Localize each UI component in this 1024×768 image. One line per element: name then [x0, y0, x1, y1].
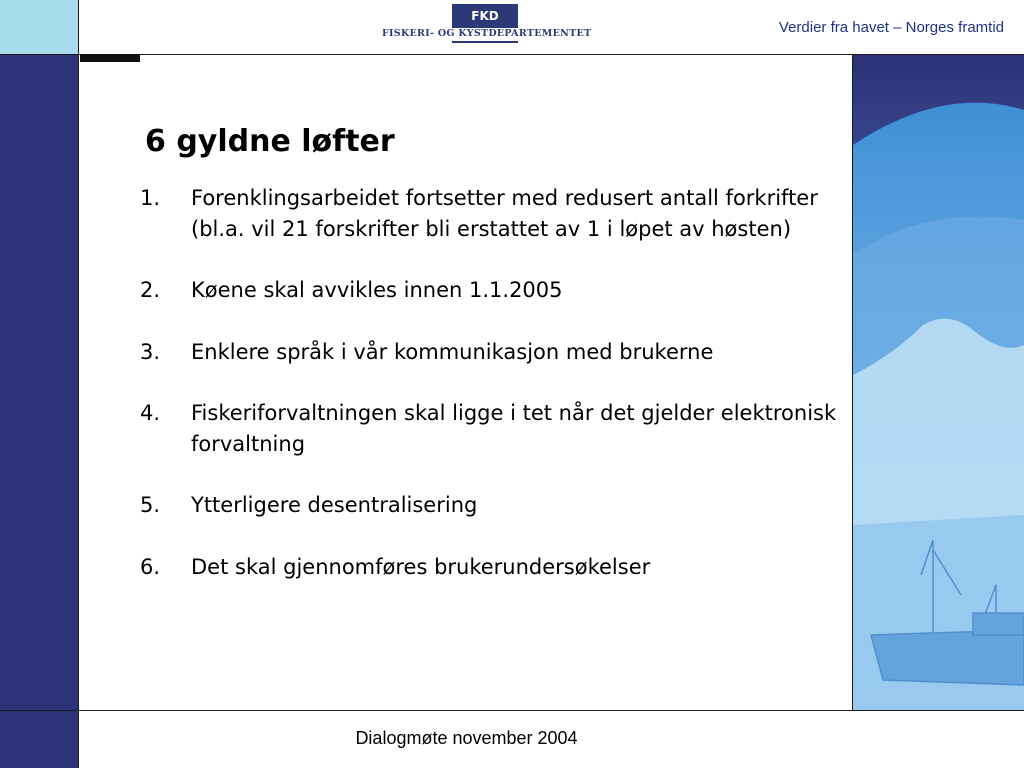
left-navy-bar — [0, 55, 78, 710]
decorative-sea-panel — [853, 55, 1024, 710]
list-item — [140, 275, 840, 306]
list-item-text: Det skal gjennomføres brukerundersøkelser — [191, 554, 651, 579]
top-left-color-block — [0, 0, 78, 54]
accent-tab — [80, 54, 140, 62]
list-item-number: 5. — [140, 493, 161, 517]
list-item-text: Køene skal avvikles innen 1.1.2005 — [191, 278, 563, 302]
list-item-number: 1. — [140, 186, 161, 210]
logo-rule — [452, 41, 518, 43]
list-item — [140, 552, 840, 583]
bottom-left-color-block — [0, 711, 78, 768]
list-item-number: 2. — [140, 278, 161, 302]
promise-list — [140, 183, 840, 613]
list-item — [140, 337, 840, 368]
list-item — [140, 398, 840, 459]
list-item-text: Enklere språk i vår kommunikasjon med brukerne — [191, 339, 714, 364]
fishing-boat-illustration — [853, 55, 1024, 710]
list-item-number: 4. — [140, 401, 161, 425]
list-item-number: 6. — [140, 554, 161, 579]
fkd-logo — [380, 4, 592, 50]
footer-divider — [0, 710, 1024, 711]
slide-title: 6 gyldne løfter — [145, 124, 395, 159]
slide-footer: Dialogmøte november 2004 — [355, 728, 578, 748]
list-item-text: Fiskeriforvaltningen skal ligge i tet når det gjelder elektronisk forvaltning — [191, 401, 837, 456]
logo-ministry-name: FISKERI- OG KYSTDEPARTEMENTET — [382, 28, 592, 39]
left-divider — [78, 0, 79, 768]
logo-badge: FKD — [452, 4, 518, 28]
list-item-number: 3. — [140, 339, 161, 364]
list-item-text: Ytterligere desentralisering — [191, 493, 478, 517]
list-item — [140, 183, 840, 244]
list-item — [140, 490, 840, 521]
header-slogan: Verdier fra havet – Norges framtid — [778, 19, 1004, 36]
list-item-text: Forenklingsarbeidet fortsetter med redusert antall forkrifter (bl.a. vil 21 forskrifter bli erstattet av 1 i løpet av høsten) — [191, 186, 818, 241]
